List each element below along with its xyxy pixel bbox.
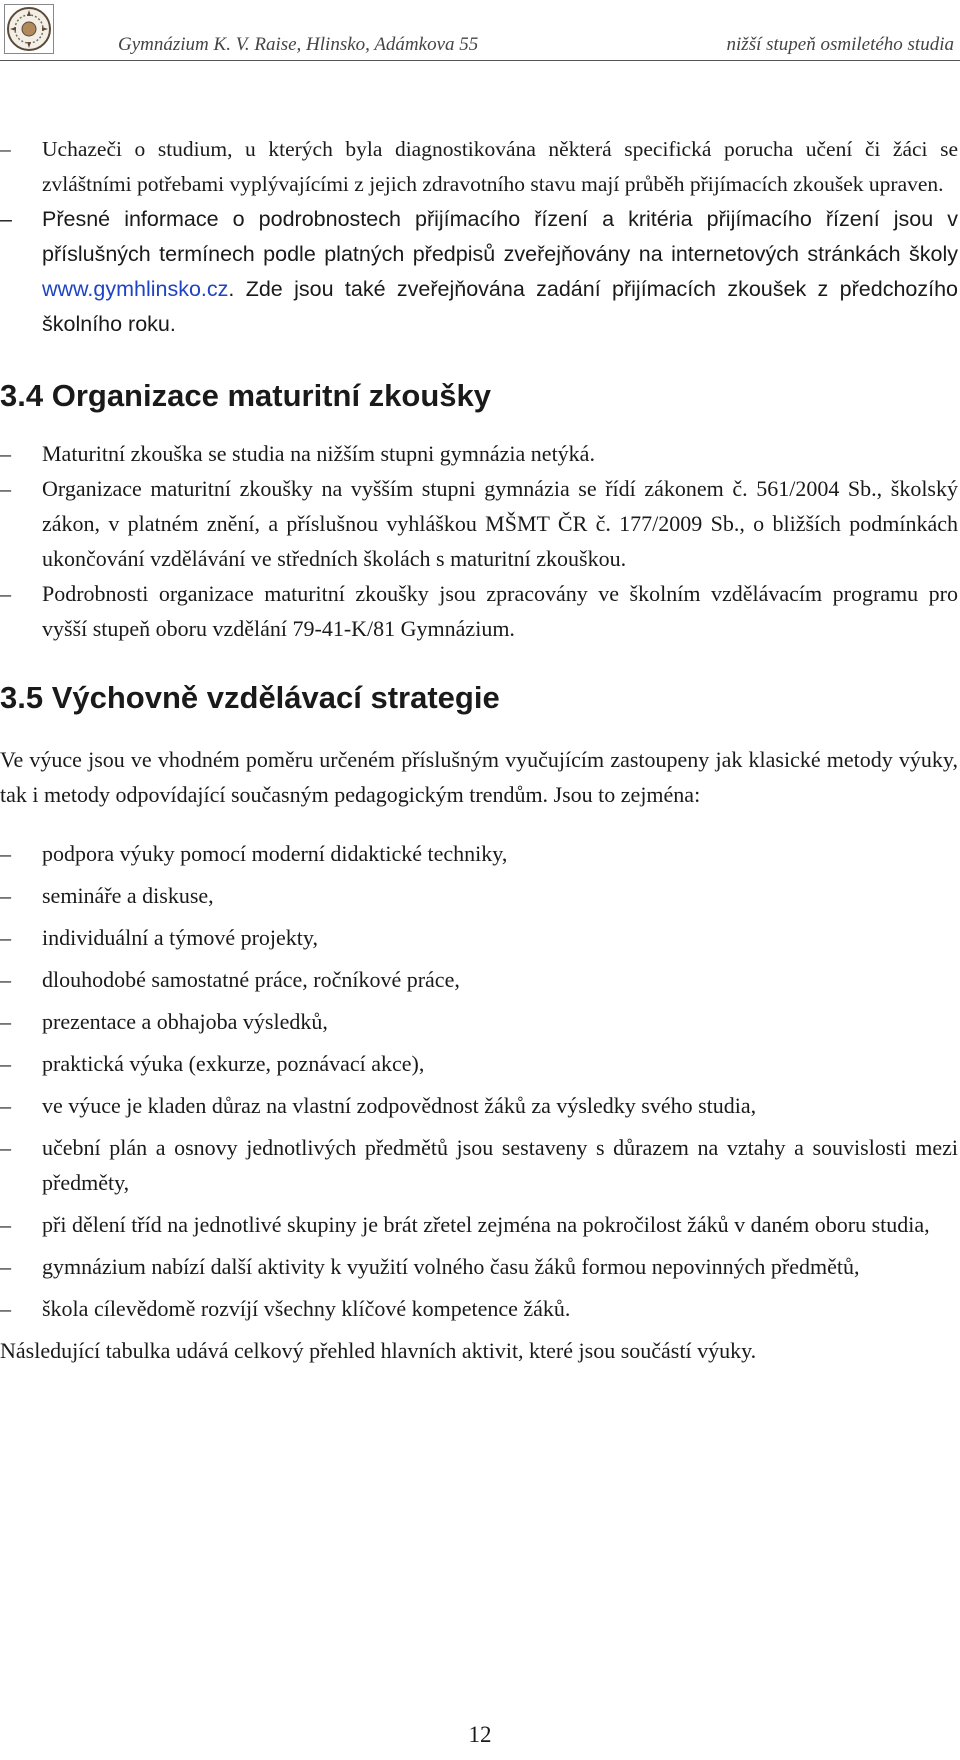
list-item-text: dlouhodobé samostatné práce, ročníkové práce,: [42, 967, 460, 992]
list-item-text: prezentace a obhajoba výsledků,: [42, 1009, 328, 1034]
dash-bullet: –: [0, 967, 11, 992]
list-item-text: gymnázium nabízí další aktivity k využití volného času žáků formou nepovinných předmětů,: [42, 1254, 860, 1279]
list-item: [0, 436, 958, 471]
dash-bullet: –: [0, 1296, 11, 1321]
dash-bullet: –: [0, 476, 11, 501]
strategy-closing: Následující tabulka udává celkový přehled hlavních aktivit, které jsou součástí výuky.: [0, 1338, 757, 1363]
list-item: [0, 202, 958, 342]
list-item-text: individuální a týmové projekty,: [42, 925, 318, 950]
list-item: [0, 1207, 958, 1242]
list-item: [0, 878, 958, 913]
dash-bullet: –: [0, 883, 11, 908]
dash-bullet: –: [0, 581, 11, 606]
dash-bullet: –: [0, 1009, 11, 1034]
list-item: [0, 576, 958, 646]
section-heading-3-4: 3.4 Organizace maturitní zkoušky: [0, 378, 492, 413]
list-item-text: praktická výuka (exkurze, poznávací akce),: [42, 1051, 425, 1076]
dash-bullet: –: [0, 925, 11, 950]
page-content: [0, 132, 958, 1368]
list-item: [0, 471, 958, 576]
dash-bullet: –: [0, 1093, 11, 1118]
list-item: [0, 836, 958, 871]
list-item: [0, 962, 958, 997]
admission-notes-list: [0, 132, 958, 342]
list-item-text: . Zde jsou také zveřejňována zadání přijímacích zkoušek z předchozího školního roku.: [42, 277, 958, 336]
section-heading-3-5: 3.5 Výchovně vzdělávací strategie: [0, 680, 500, 715]
list-item: [0, 132, 958, 202]
strategy-list: [0, 836, 958, 1326]
list-item: [0, 1291, 958, 1326]
list-item-text: Podrobnosti organizace maturitní zkoušky jsou zpracovány ve školním vzdělávacím programu pro vyšší stupeň oboru vzdělání 79-41-K/81 Gymnázium.: [42, 581, 958, 641]
list-item: [0, 920, 958, 955]
dash-bullet: –: [0, 1212, 11, 1237]
list-item-text: ve výuce je kladen důraz na vlastní zodpovědnost žáků za výsledky svého studia,: [42, 1093, 757, 1118]
header-program-name: nižší stupeň osmiletého studia: [726, 34, 954, 55]
dash-bullet: –: [0, 1051, 11, 1076]
dash-bullet: –: [0, 841, 11, 866]
list-item-text: učební plán a osnovy jednotlivých předmětů jsou sestaveny s důrazem na vztahy a souvislosti mezi předměty,: [42, 1135, 958, 1195]
list-item-text: Přesné informace o podrobnostech přijímacího řízení a kritéria přijímacího řízení jsou v příslušných termínech podle platných předpisů zveřejňovány na internetových stránkách školy: [42, 207, 958, 266]
list-item: [0, 1046, 958, 1081]
page-number: 12: [468, 1722, 492, 1747]
dash-bullet: –: [0, 137, 11, 161]
list-item: [0, 1249, 958, 1284]
dash-bullet: –: [0, 1254, 11, 1279]
dash-bullet: –: [0, 1135, 11, 1160]
dash-bullet: –: [0, 441, 11, 466]
list-item-text: Uchazeči o studium, u kterých byla diagnostikována některá specifická porucha učení či žáci se zvláštními potřebami vyplývajícími z jejich zdravotního stavu mají průběh přijímacích zkoušek upraven.: [42, 137, 958, 196]
list-item-text: podpora výuky pomocí moderní didaktické techniky,: [42, 841, 508, 866]
page-header: [0, 0, 960, 62]
dash-bullet: –: [0, 207, 12, 231]
maturita-list: [0, 436, 958, 646]
strategy-intro: Ve výuce jsou ve vhodném poměru určeném příslušným vyučujícím zastoupeny jak klasické metody výuky, tak i metody odpovídající současným pedagogickým trendům. Jsou to zejména:: [0, 747, 958, 807]
school-crest-icon: [4, 4, 54, 54]
list-item-text: škola cílevědomě rozvíjí všechny klíčové kompetence žáků.: [42, 1296, 571, 1321]
list-item-text: Maturitní zkouška se studia na nižším stupni gymnázia netýká.: [42, 441, 595, 466]
school-website-link[interactable]: www.gymhlinsko.cz: [42, 277, 229, 301]
list-item: [0, 1088, 958, 1123]
list-item-text: při dělení tříd na jednotlivé skupiny je brát zřetel zejména na pokročilost žáků v daném oboru studia,: [42, 1212, 930, 1237]
list-item-text: semináře a diskuse,: [42, 883, 214, 908]
list-item-text: Organizace maturitní zkoušky na vyšším stupni gymnázia se řídí zákonem č. 561/2004 Sb., školský zákon, v platném znění, a příslušnou vyhláškou MŠMT ČR č. 177/2009 Sb., o bližších podmínkách ukončování vzdělávání ve středních školách s maturitní zkouškou.: [42, 476, 958, 571]
list-item: [0, 1130, 958, 1200]
header-school-name: Gymnázium K. V. Raise, Hlinsko, Adámkova 55: [118, 34, 479, 55]
list-item: [0, 1004, 958, 1039]
header-divider: [0, 60, 960, 61]
